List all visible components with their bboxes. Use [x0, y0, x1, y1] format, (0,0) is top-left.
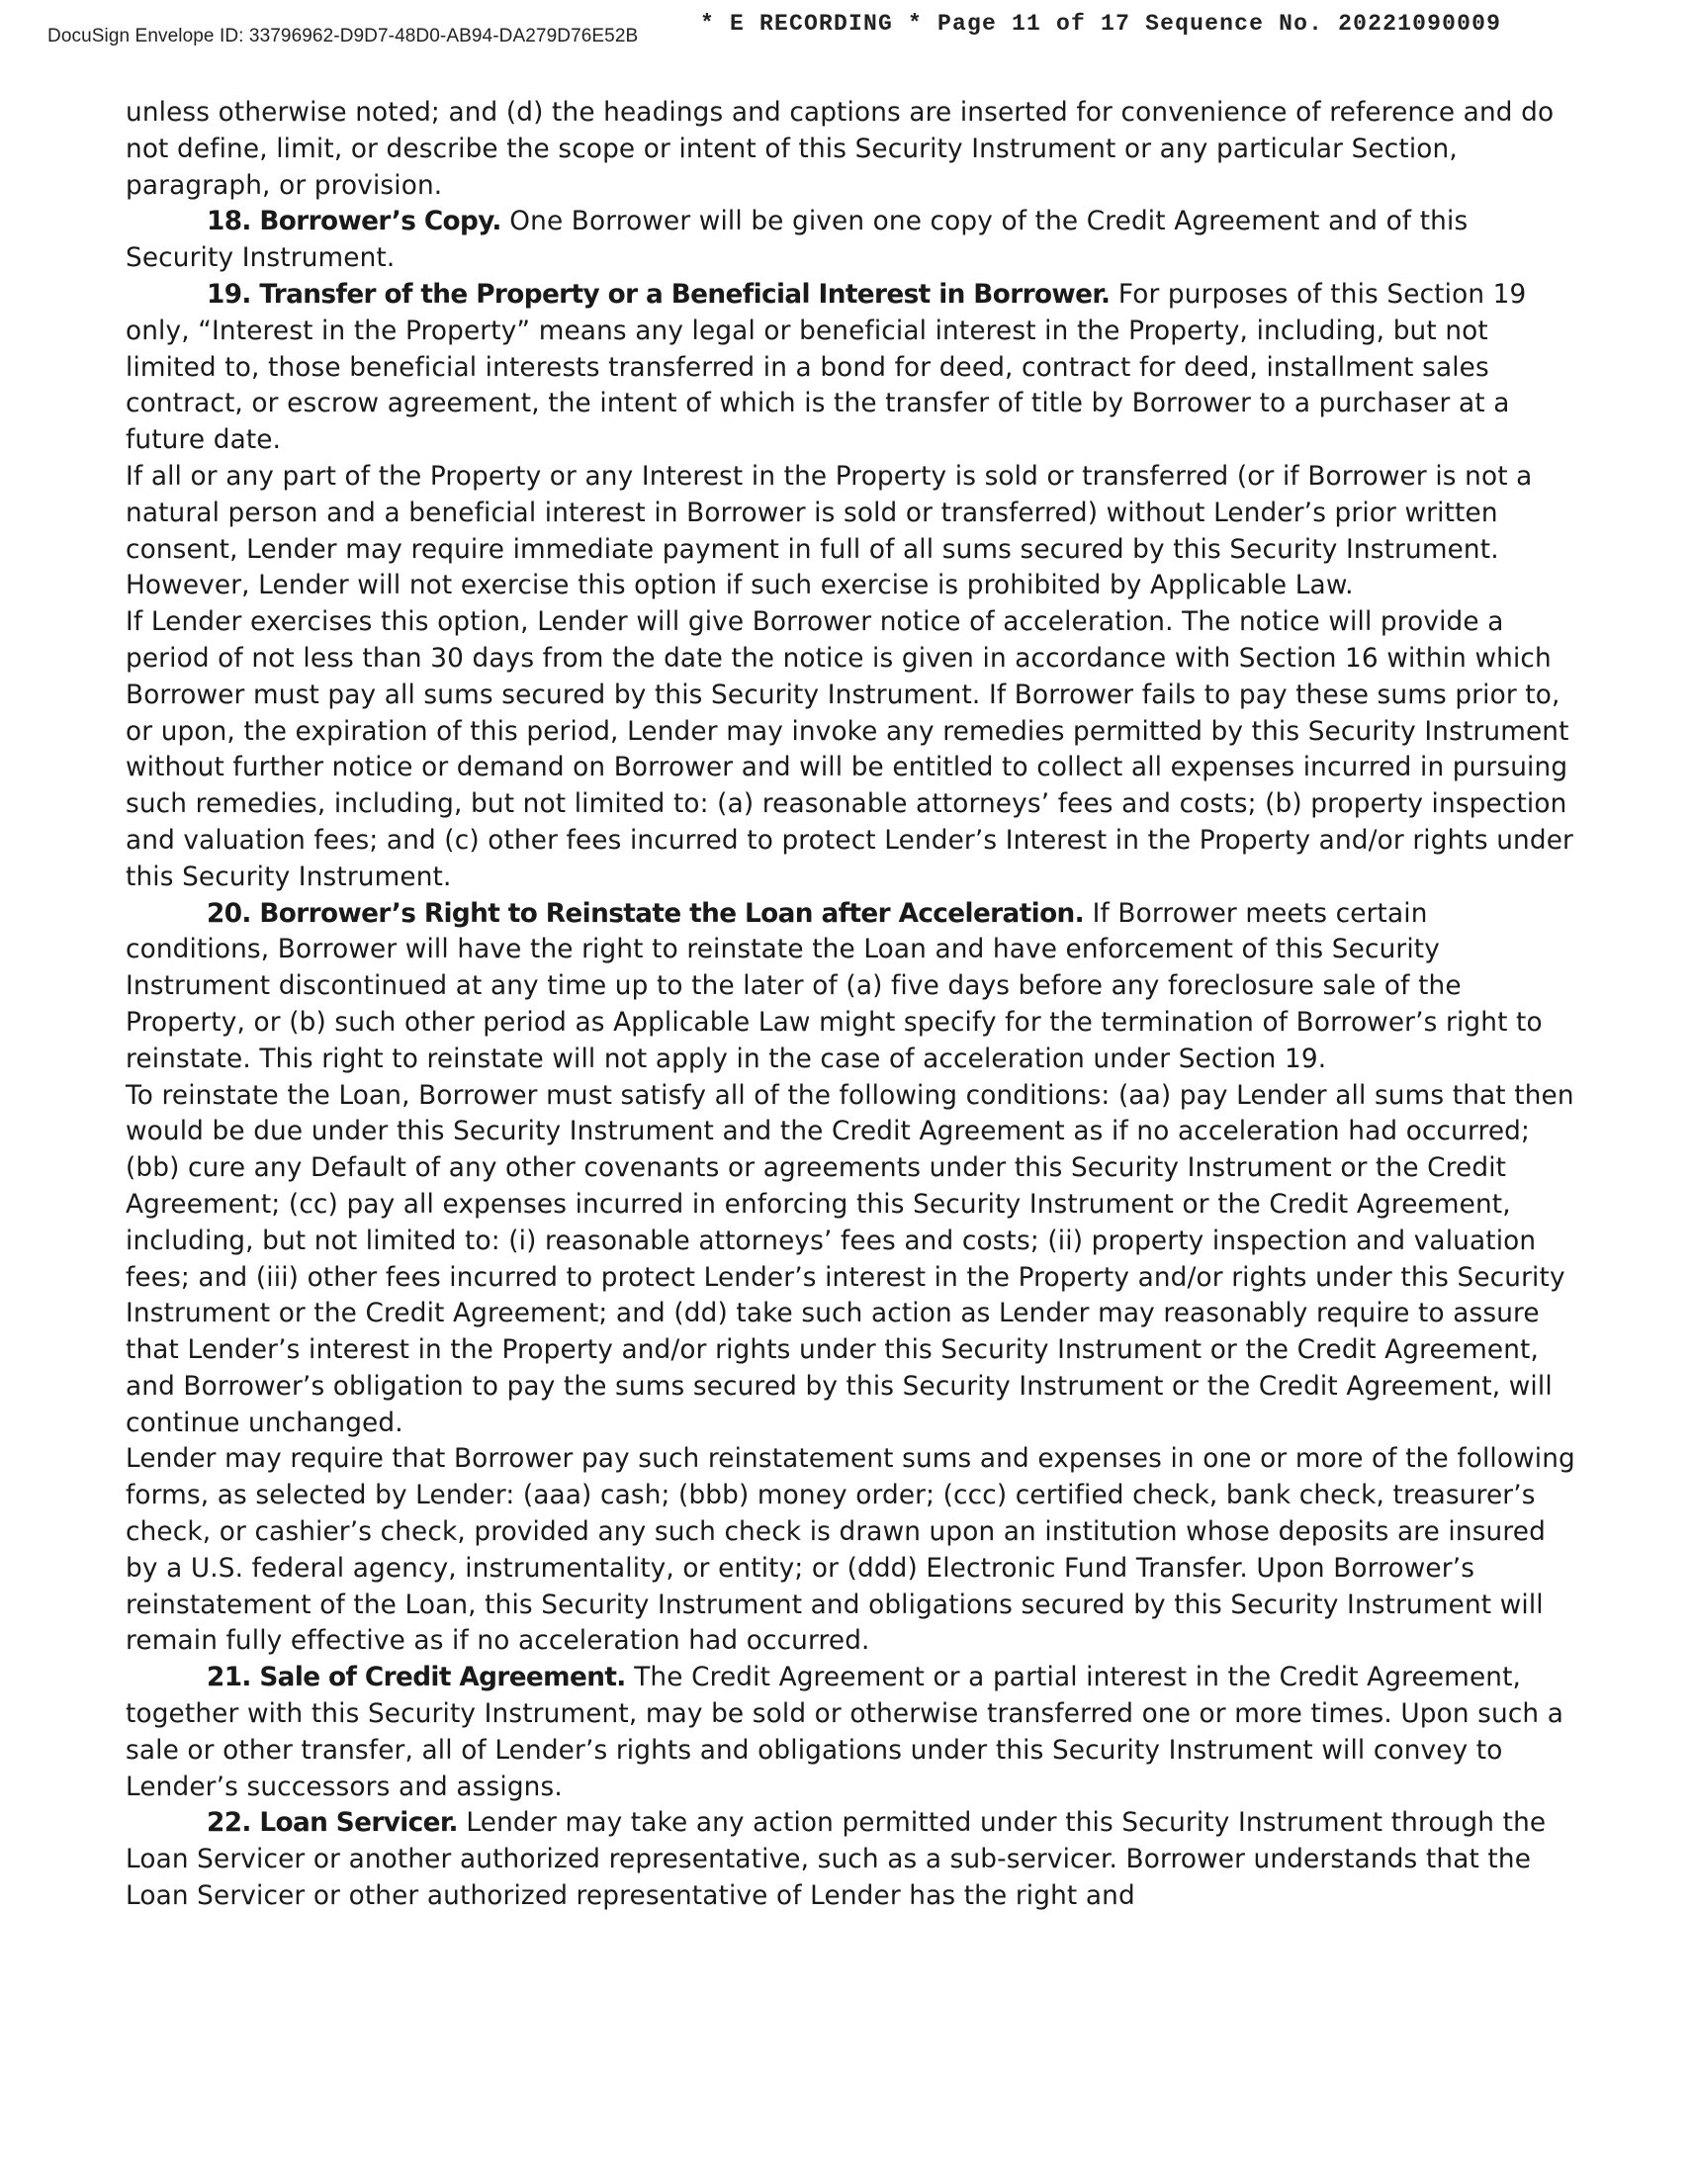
- recording-stamp: * E RECORDING * Page 11 of 17 Sequence No. 20221090009: [700, 11, 1502, 37]
- section-20-paragraph-3: Lender may require that Borrower pay such reinstatement sums and expenses in one or more of the following forms, as selected by Lender: (aaa) cash; (bbb) money order; (ccc) certified check, bank check, treasurer’s check, or cashier’s check, provided any such check is drawn upon an institution whose deposits are insured by a U.S. federal agency, instrumentality, or entity; or (ddd) Electronic Fund Transfer. Upon Borrower’s reinstatement of the Loan, this Security Instrument and obligations secured by this Security Instrument will remain fully effective as if no acceleration had occurred.: [126, 1444, 1575, 1657]
- document-body: [126, 95, 1579, 1915]
- docusign-envelope-id: DocuSign Envelope ID: 33796962-D9D7-48D0-AB94-DA279D76E52B: [47, 26, 639, 46]
- section-22-heading: 22. Loan Servicer.: [207, 1808, 458, 1839]
- section-20-paragraph-2: To reinstate the Loan, Borrower must satisfy all of the following conditions: (aa) pay Lender all sums that then would be due under this Security Instrument and the Credit Agreement as if no acceleration had occurred; (bb) cure any Default of any other covenants or agreements under this Security Instrument or the Credit Agreement; (cc) pay all expenses incurred in enforcing this Security Instrument or the Credit Agreement, including, but not limited to: (i) reasonable attorneys’ fees and costs; (ii) property inspection and valuation fees; and (iii) other fees incurred to protect Lender’s interest in the Property and/or rights under this Security Instrument or the Credit Agreement; and (dd) take such action as Lender may reasonably require to assure that Lender’s interest in the Property and/or rights under this Security Instrument or the Credit Agreement, and Borrower’s obligation to pay the sums secured by this Security Instrument or the Credit Agreement, will continue unchanged.: [126, 1080, 1574, 1438]
- section-21-heading: 21. Sale of Credit Agreement.: [207, 1663, 626, 1693]
- section-21-body: The Credit Agreement or a partial interest in the Credit Agreement, together with this Security Instrument, may be sold or otherwise transferred one or more times. Upon such a sale or other transfer, all of Lender’s rights and obligations under this Security Instrument will convey to Lender’s successors and assigns.: [126, 1663, 1564, 1802]
- section-20: [126, 896, 1579, 1078]
- intro-paragraph: unless otherwise noted; and (d) the headings and captions are inserted for convenience of reference and do not define, limit, or describe the scope or intent of this Security Instrument or any particular Section, paragraph, or provision.: [126, 98, 1555, 201]
- section-19: [126, 277, 1579, 459]
- section-19-paragraph-2: If all or any part of the Property or any Interest in the Property is sold or transferred (or if Borrower is not a natural person and a beneficial interest in Borrower is sold or transferred) without Lender’s prior written consent, Lender may require immediate payment in full of all sums secured by this Security Instrument. However, Lender will not exercise this option if such exercise is prohibited by Applicable Law.: [126, 461, 1533, 601]
- section-20-body: If Borrower meets certain conditions, Borrower will have the right to reinstate the Loan and have enforcement of this Security Instrument discontinued at any time up to the later of (a) five days before any foreclosure sale of the Property, or (b) such other period as Applicable Law might specify for the termination of Borrower’s right to reinstate. This right to reinstate will not apply in the case of acceleration under Section 19.: [126, 898, 1543, 1074]
- section-22-body: Lender may take any action permitted under this Security Instrument through the Loan Servicer or another authorized representative, such as a sub-servicer. Borrower understands that the Loan Servicer or other authorized representative of Lender has the right and: [126, 1808, 1547, 1912]
- section-22: [126, 1805, 1579, 1914]
- section-18: [126, 204, 1579, 277]
- section-18-body: One Borrower will be given one copy of the Credit Agreement and of this Security Instrument.: [126, 207, 1469, 274]
- section-19-heading: 19. Transfer of the Property or a Beneficial Interest in Borrower.: [207, 279, 1111, 310]
- section-18-heading: 18. Borrower’s Copy.: [207, 207, 501, 237]
- section-19-body: For purposes of this Section 19 only, “Interest in the Property” means any legal or beneficial interest in the Property, including, but not limited to, those beneficial interests transferred in a bond for deed, contract for deed, installment sales contract, or escrow agreement, the intent of which is the transfer of title by Borrower to a purchaser at a future date.: [126, 279, 1527, 456]
- section-19-paragraph-3: If Lender exercises this option, Lender will give Borrower notice of acceleration. The notice will provide a period of not less than 30 days from the date the notice is given in accordance with Section 16 within which Borrower must pay all sums secured by this Security Instrument. If Borrower fails to pay these sums prior to, or upon, the expiration of this period, Lender may invoke any remedies permitted by this Security Instrument without further notice or demand on Borrower and will be entitled to collect all expenses incurred in pursuing such remedies, including, but not limited to: (a) reasonable attorneys’ fees and costs; (b) property inspection and valuation fees; and (c) other fees incurred to protect Lender’s Interest in the Property and/or rights under this Security Instrument.: [126, 607, 1573, 892]
- section-21: [126, 1660, 1579, 1805]
- section-20-heading: 20. Borrower’s Right to Reinstate the Loan after Acceleration.: [207, 898, 1085, 929]
